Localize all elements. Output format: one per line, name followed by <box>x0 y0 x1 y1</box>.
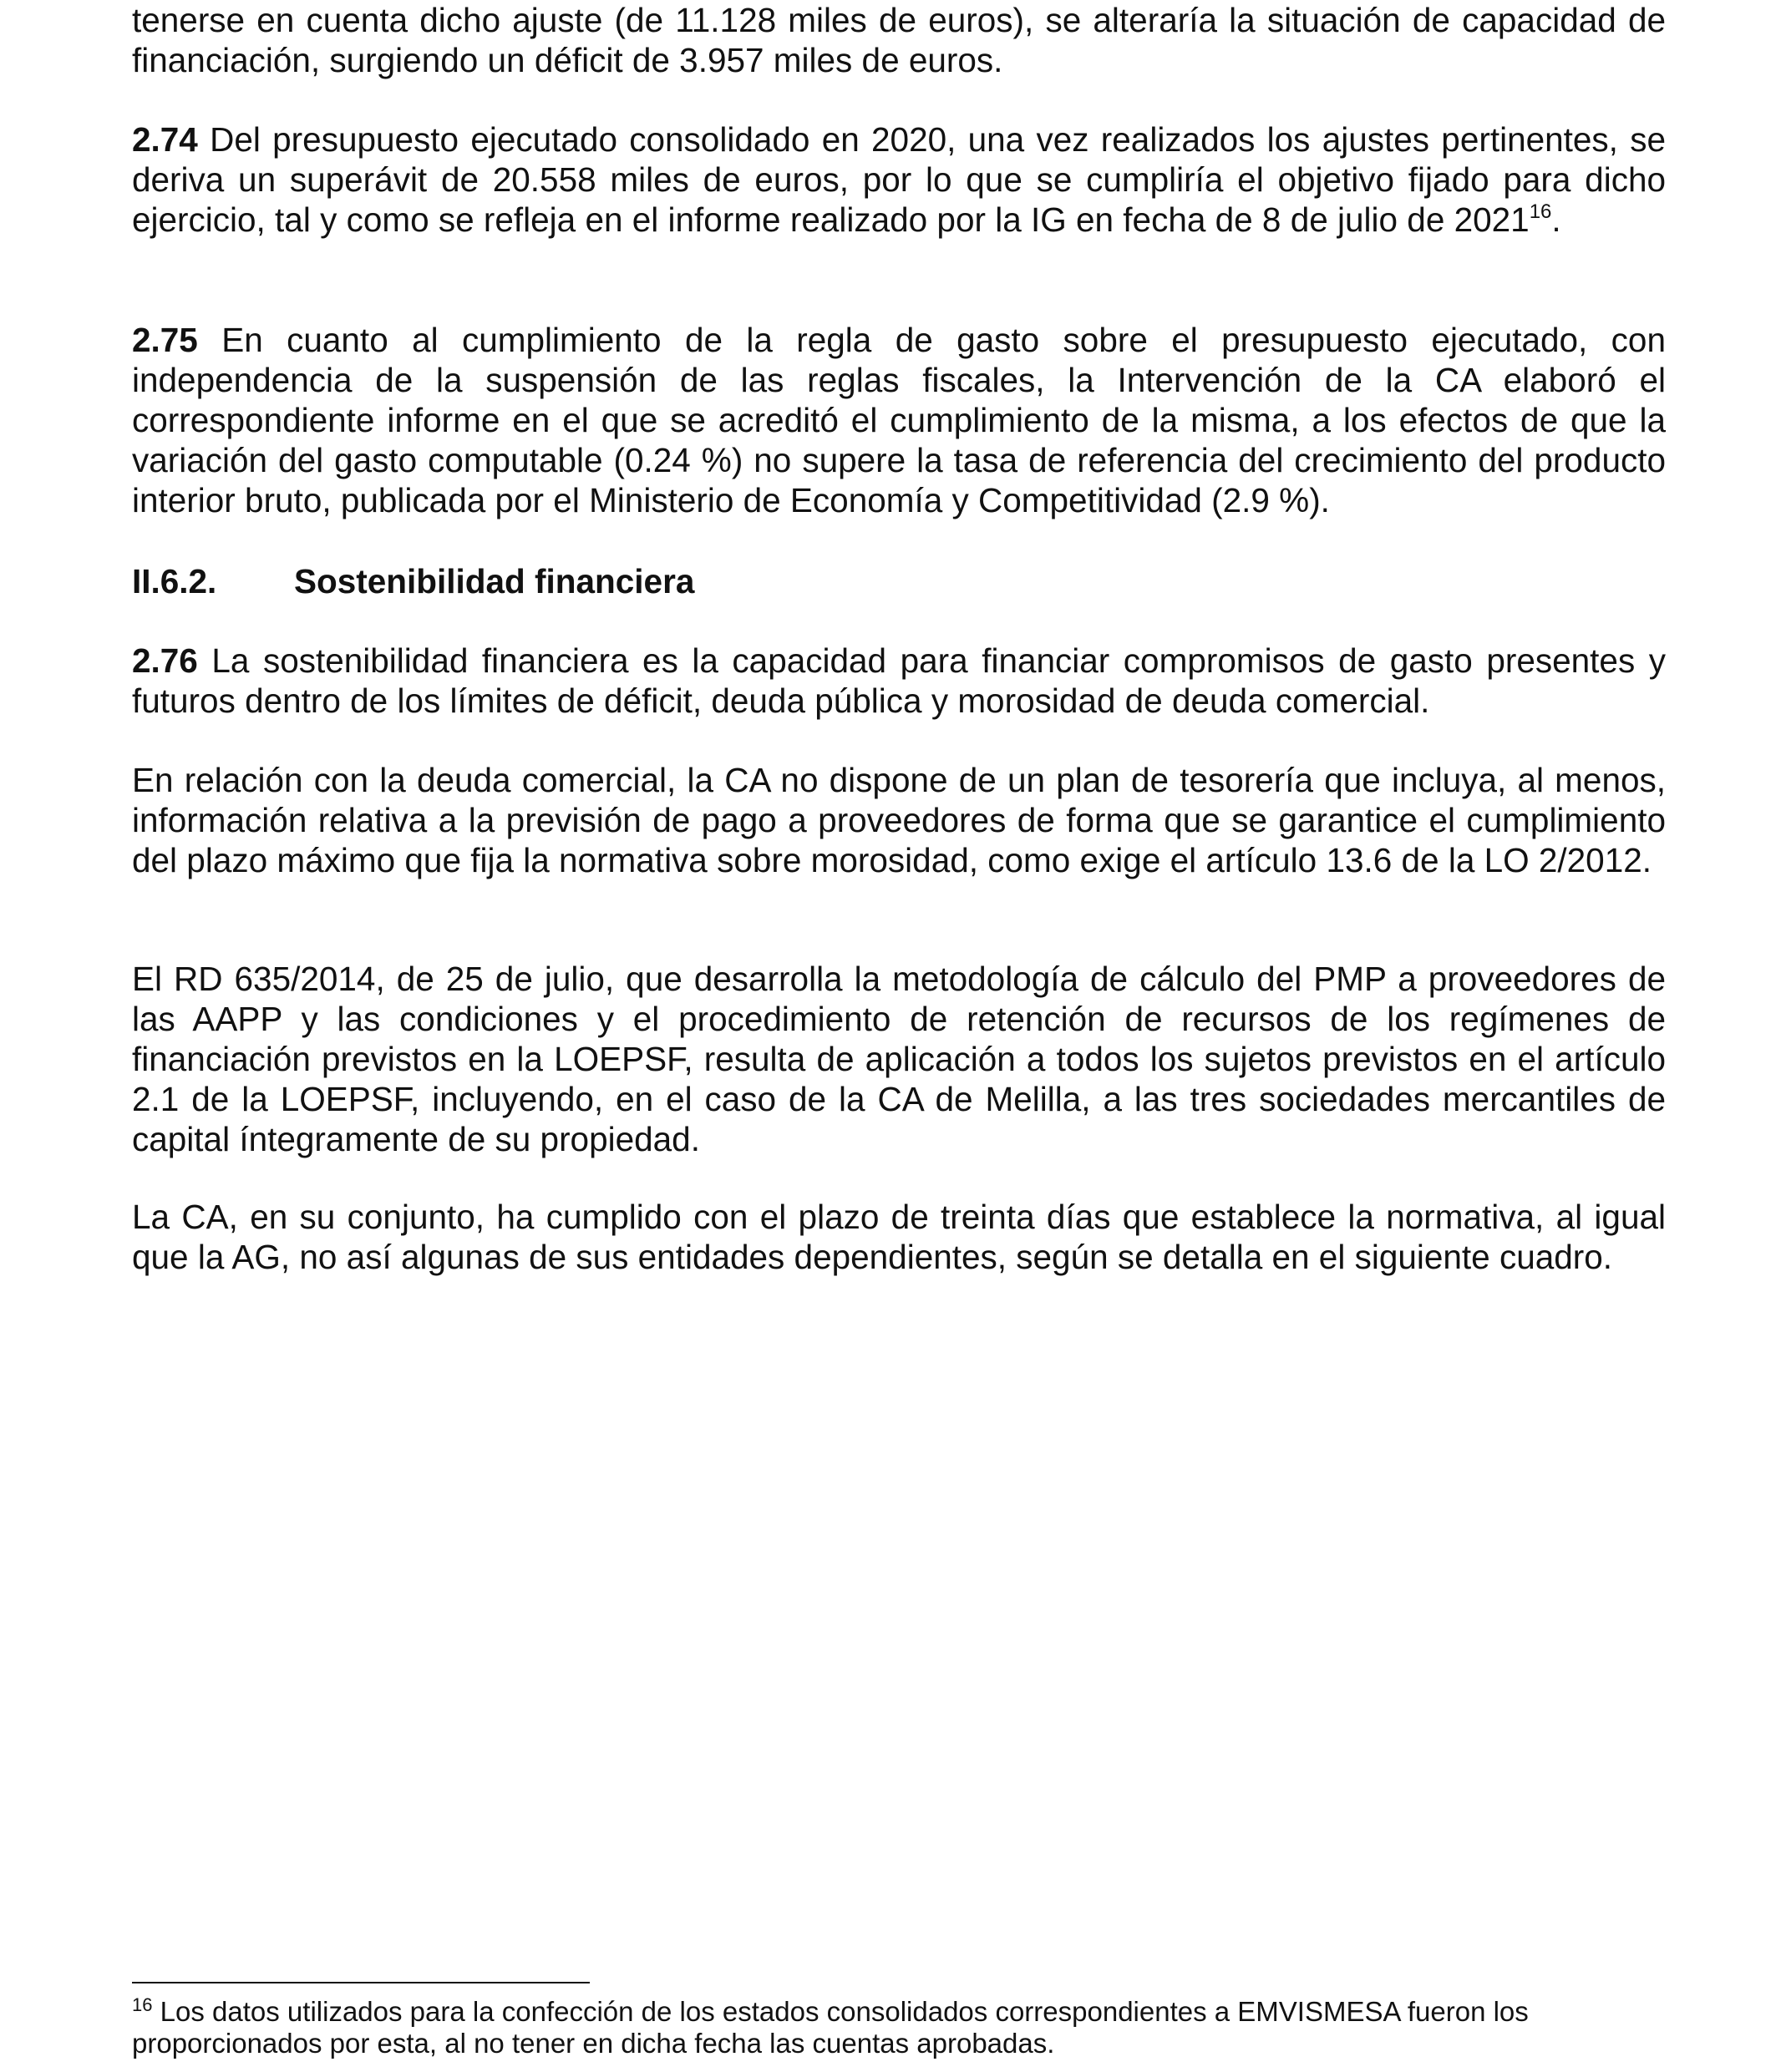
paragraph-text: En cuanto al cumplimiento de la regla de gasto sobre el presupuesto ejecutado, con independencia de la suspensión de las reglas fiscales, la Intervención de la CA elaboró el correspondiente informe en el que se acreditó el cumplimiento de la misma, a los efectos de que la variación del gasto computable (0.24 %) no supere la tasa de referencia del crecimiento del producto interior bruto, publicada por el Ministerio de Economía y Competitividad (2.9 %). <box>132 321 1666 519</box>
paragraph-tail: . <box>1551 200 1561 239</box>
footnote-text: Los datos utilizados para la confección de los estados consolidados correspondientes a EMVISMESA fueron los proporcionados por esta, al no tener en dicha fecha las cuentas aprobadas. <box>132 1996 1529 2059</box>
paragraph-deuda-comercial: En relación con la deuda comercial, la CA no dispone de un plan de tesorería que incluya, al menos, información relativa a la previsión de pago a proveedores de forma que se garantice el cumplimiento del plazo máximo que fija la normativa sobre morosidad, como exige el artículo 13.6 de la LO 2/2012. <box>132 761 1666 879</box>
paragraph-number: 2.75 <box>132 321 198 359</box>
footnote <box>132 1996 1666 2059</box>
paragraph-2-74 <box>132 119 1666 240</box>
section-number: II.6.2. <box>132 562 217 600</box>
paragraph-2-76 <box>132 641 1666 721</box>
paragraph-text: La sostenibilidad financiera es la capacidad para financiar compromisos de gasto presentes y futuros dentro de los límites de déficit, deuda pública y morosidad de deuda comercial. <box>132 641 1666 720</box>
paragraph-continuation: tenerse en cuenta dicho ajuste (de 11.128 miles de euros), se alteraría la situación de capacidad de financiación, surgiendo un déficit de 3.957 miles de euros. <box>132 1 1666 79</box>
paragraph-2-75 <box>132 320 1666 520</box>
paragraph-number: 2.74 <box>132 120 198 159</box>
paragraph-rd-635-2014: El RD 635/2014, de 25 de julio, que desarrolla la metodología de cálculo del PMP a proveedores de las AAPP y las condiciones y el procedimiento de retención de recursos de los regímenes de financiación previstos en la LOEPSF, resulta de aplicación a todos los sujetos previstos en el artículo 2.1 de la LOEPSF, incluyendo, en el caso de la CA de Melilla, a las tres sociedades mercantiles de capital íntegramente de su propiedad. <box>132 960 1666 1158</box>
section-heading <box>132 561 1666 601</box>
paragraph-conjunto: La CA, en su conjunto, ha cumplido con el plazo de treinta días que establece la normativa, al igual que la AG, no así algunas de sus entidades dependientes, según se detalla en el siguiente cuadro. <box>132 1198 1666 1276</box>
paragraph-number: 2.76 <box>132 641 198 680</box>
footnote-number: 16 <box>132 1994 153 2015</box>
paragraph-text: Del presupuesto ejecutado consolidado en 2020, una vez realizados los ajustes pertinentes, se deriva un superávit de 20.558 miles de euros, por lo que se cumpliría el objetivo fijado para dicho ejercicio, tal y como se refleja en el informe realizado por la IG en fecha de 8 de julio de 2021 <box>132 120 1666 239</box>
footnote-divider <box>132 1982 590 1983</box>
section-title: Sostenibilidad financiera <box>294 562 695 600</box>
footnote-reference[interactable]: 16 <box>1529 200 1552 223</box>
